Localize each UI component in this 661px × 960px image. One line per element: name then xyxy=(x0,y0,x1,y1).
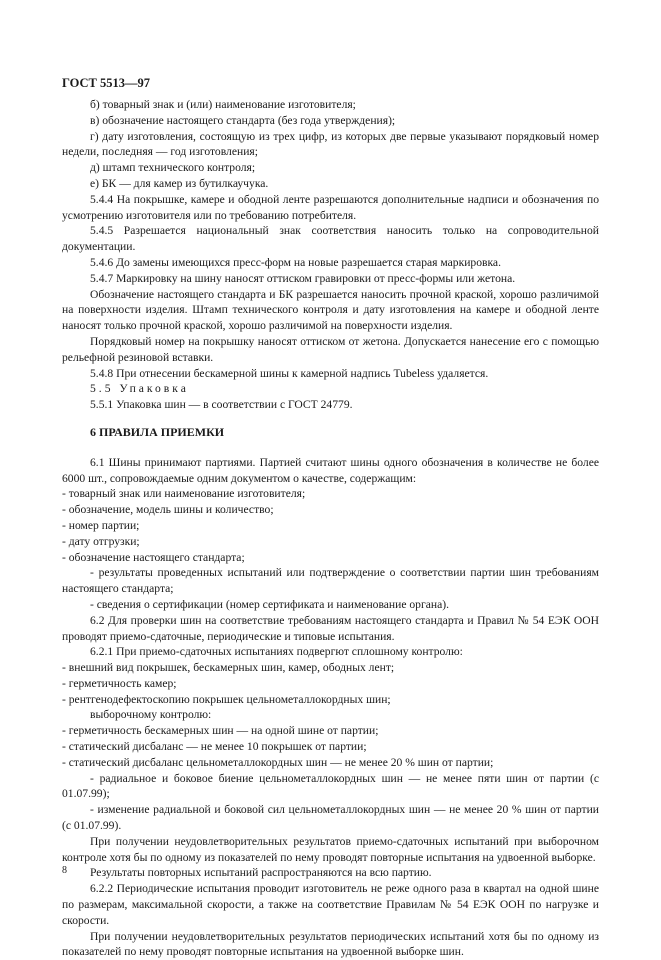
paragraph: е) БК — для камер из бутилкаучука. xyxy=(90,176,269,190)
paragraph: 6.2 Для проверки шин на соответствие требованиям настоящего стандарта и Правил № 54 ЕЭК ООН проводят приемо-сдаточные, периодические и типовые испытания. xyxy=(62,613,599,643)
list-item: - рентгенодефектоскопию покрышек цельнометаллокордных шин; xyxy=(62,692,391,706)
paragraph: При получении неудовлетворительных результатов периодических испытаний хотя бы по одному из показателей по нему проводят повторные испытания на удвоенной выборке шин. xyxy=(62,929,599,959)
subsection-heading: 5.5 Упаковка xyxy=(90,382,189,396)
paragraph: д) штамп технического контроля; xyxy=(90,161,256,175)
list-item: - номер партии; xyxy=(62,518,140,532)
list-item: - герметичность камер; xyxy=(62,676,177,690)
list-item: - обозначение, модель шины и количество; xyxy=(62,503,274,517)
paragraph: 6.2.1 При приемо-сдаточных испытаниях подвергют сплошному контролю: xyxy=(90,645,463,659)
paragraph: 6.1 Шины принимают партиями. Партией считают шины одного обозначения в количестве не более 6000 шт., сопровождаемые одним документом о качестве, содержащим: xyxy=(62,455,599,485)
paragraph: Порядковый номер на покрышку наносят оттиском от жетона. Допускается нанесение его с помощью рельефной резиновой вставки. xyxy=(62,334,599,364)
section-heading: 6 ПРАВИЛА ПРИЕМКИ xyxy=(90,424,225,439)
paragraph: При получении неудовлетворительных результатов приемо-сдаточных испытаний при выборочном контроле хотя бы по одному из показателей по нему проводят повторные испытания на удвоенной выборке. xyxy=(62,834,599,864)
paragraph: г) дату изготовления, состоящую из трех цифр, из которых две первые указывают порядковый номер недели, последняя — год изготовления; xyxy=(62,129,599,159)
paragraph: 5.5.1 Упаковка шин — в соответствии с ГОСТ 24779. xyxy=(90,398,353,412)
paragraph: 5.4.5 Разрешается национальный знак соответствия наносить только на сопроводительной документации. xyxy=(62,224,599,254)
list-item: - результаты проведенных испытаний или подтверждение о соответствии партии шин требованиям настоящего стандарта; xyxy=(62,566,599,596)
list-item: - изменение радиальной и боковой сил цельнометаллокордных шин — не менее 20 % шин от партии (с 01.07.99). xyxy=(62,803,599,833)
paragraph: выборочному контролю: xyxy=(90,708,212,722)
paragraph: 5.4.7 Маркировку на шину наносят оттиском гравировки от пресс-формы или жетона. xyxy=(90,271,516,285)
list-item: - статический дисбаланс цельнометаллокордных шин — не менее 20 % шин от партии; xyxy=(62,755,494,769)
paragraph: Обозначение настоящего стандарта и БК разрешается наносить прочной краской, хорошо различимой на поверхности изделия. Штамп технического контроля и дату изготовления на камере и ободной ленте наносят только прочной краской, хорошо различимой на поверхности изделия. xyxy=(62,287,599,333)
list-item: - сведения о сертификации (номер сертификата и наименование органа). xyxy=(90,597,449,611)
paragraph: 5.4.8 При отнесении бескамерной шины к камерной надпись Tubeless удаляется. xyxy=(90,366,489,380)
list-item: - герметичность бескамерных шин — на одной шине от партии; xyxy=(62,724,379,738)
document-header: ГОСТ 5513—97 xyxy=(62,76,151,90)
paragraph: 5.4.4 На покрышке, камере и ободной ленте разрешаются дополнительные надписи и обозначения по усмотрению изготовителя или по требованию потребителя. xyxy=(62,192,599,222)
paragraph: 6.2.2 Периодические испытания проводит изготовитель не реже одного раза в квартал на одной шине по размерам, максимальной скорости, а также на соответствие Правилам № 54 ЕЭК ООН по нагрузке и скорости. xyxy=(62,882,599,927)
list-item: - радиальное и боковое биение цельнометаллокордных шин — не менее пяти шин от партии (с 01.07.99); xyxy=(62,771,599,801)
list-item: - дату отгрузки; xyxy=(62,534,140,548)
list-item: - товарный знак или наименование изготовителя; xyxy=(62,487,306,501)
paragraph: Результаты повторных испытаний распространяются на всю партию. xyxy=(90,866,432,880)
paragraph: в) обозначение настоящего стандарта (без года утверждения); xyxy=(90,113,396,127)
paragraph: б) товарный знак и (или) наименование изготовителя; xyxy=(90,98,356,111)
page-body xyxy=(62,97,599,960)
list-item: - обозначение настоящего стандарта; xyxy=(62,550,245,564)
page-number: 8 xyxy=(62,865,67,876)
paragraph: 5.4.6 До замены имеющихся пресс-форм на новые разрешается старая маркировка. xyxy=(90,255,501,269)
list-item: - внешний вид покрышек, бескамерных шин, камер, ободных лент; xyxy=(62,661,395,675)
list-item: - статический дисбаланс — не менее 10 покрышек от партии; xyxy=(62,740,367,754)
